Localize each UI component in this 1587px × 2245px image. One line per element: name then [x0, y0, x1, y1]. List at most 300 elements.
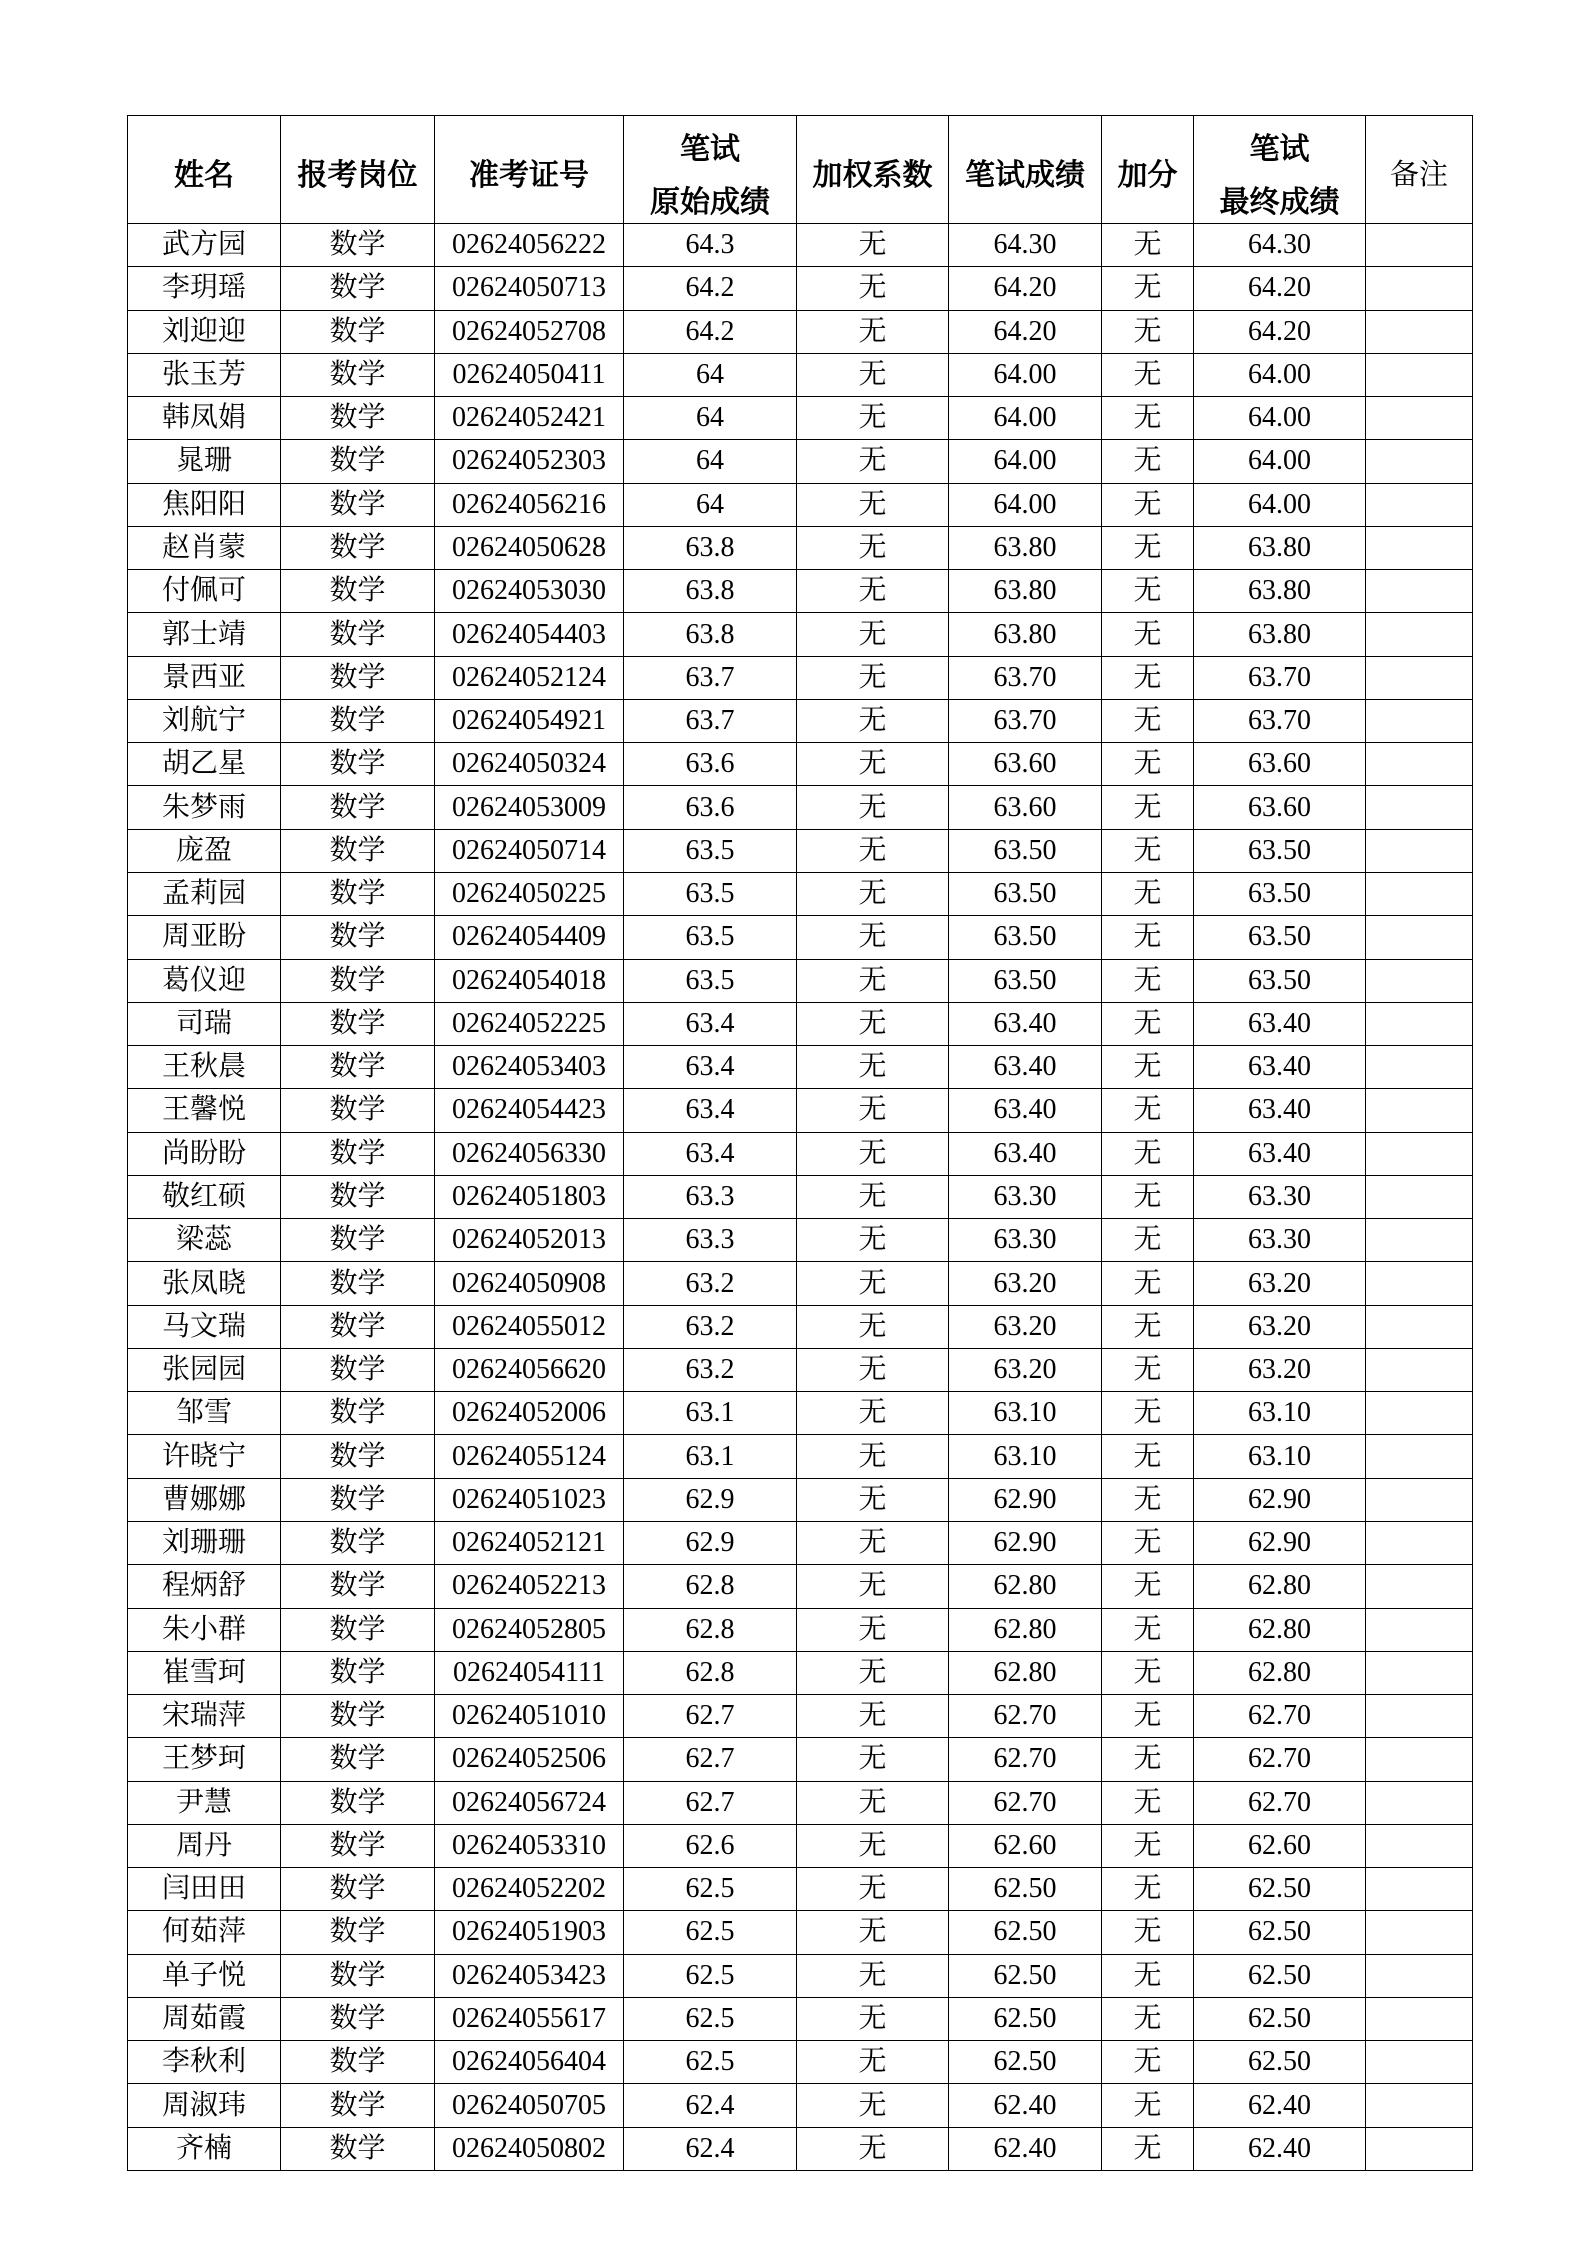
cell-remark: [1366, 1348, 1473, 1391]
cell-bonus: 无: [1102, 656, 1194, 699]
cell-position: 数学: [281, 1392, 435, 1435]
cell-weight: 无: [797, 959, 949, 1002]
cell-position: 数学: [281, 1608, 435, 1651]
cell-bonus: 无: [1102, 1954, 1194, 1997]
cell-final-score: 62.50: [1194, 1954, 1366, 1997]
cell-position: 数学: [281, 1824, 435, 1867]
cell-name: 赵肖蒙: [128, 526, 281, 569]
table-row: [128, 1695, 1473, 1738]
cell-final-score: 62.70: [1194, 1695, 1366, 1738]
cell-raw-score: 63.4: [624, 1046, 797, 1089]
table-row: [128, 699, 1473, 742]
cell-remark: [1366, 526, 1473, 569]
cell-name: 刘航宁: [128, 699, 281, 742]
table-row: [128, 1954, 1473, 1997]
cell-raw-score: 63.7: [624, 699, 797, 742]
cell-written-score: 64.00: [949, 353, 1102, 396]
cell-final-score: 62.50: [1194, 1911, 1366, 1954]
table-row: [128, 1046, 1473, 1089]
cell-remark: [1366, 1911, 1473, 1954]
cell-remark: [1366, 1132, 1473, 1175]
cell-final-score: 64.00: [1194, 353, 1366, 396]
cell-exam-id: 02624054921: [435, 699, 624, 742]
cell-exam-id: 02624052303: [435, 440, 624, 483]
cell-final-score: 63.40: [1194, 1132, 1366, 1175]
cell-exam-id: 02624052506: [435, 1738, 624, 1781]
cell-raw-score: 64: [624, 440, 797, 483]
cell-position: 数学: [281, 959, 435, 1002]
cell-exam-id: 02624053310: [435, 1824, 624, 1867]
cell-bonus: 无: [1102, 829, 1194, 872]
cell-final-score: 63.60: [1194, 743, 1366, 786]
table-row: [128, 267, 1473, 310]
cell-position: 数学: [281, 699, 435, 742]
cell-position: 数学: [281, 1002, 435, 1045]
cell-exam-id: 02624056216: [435, 483, 624, 526]
cell-position: 数学: [281, 440, 435, 483]
table-row: [128, 224, 1473, 267]
cell-raw-score: 63.8: [624, 613, 797, 656]
cell-written-score: 62.40: [949, 2127, 1102, 2170]
cell-raw-score: 62.5: [624, 1911, 797, 1954]
cell-raw-score: 63.4: [624, 1132, 797, 1175]
cell-position: 数学: [281, 829, 435, 872]
cell-exam-id: 02624051010: [435, 1695, 624, 1738]
cell-position: 数学: [281, 1305, 435, 1348]
cell-exam-id: 02624050324: [435, 743, 624, 786]
cell-remark: [1366, 2041, 1473, 2084]
cell-remark: [1366, 656, 1473, 699]
header-weight: [797, 116, 949, 224]
cell-exam-id: 02624056404: [435, 2041, 624, 2084]
cell-name: 晁珊: [128, 440, 281, 483]
cell-bonus: 无: [1102, 1911, 1194, 1954]
cell-raw-score: 62.6: [624, 1824, 797, 1867]
cell-weight: 无: [797, 1824, 949, 1867]
cell-name: 李玥瑶: [128, 267, 281, 310]
cell-remark: [1366, 1305, 1473, 1348]
cell-exam-id: 02624050628: [435, 526, 624, 569]
cell-bonus: 无: [1102, 1089, 1194, 1132]
table-row: [128, 1002, 1473, 1045]
cell-final-score: 64.00: [1194, 483, 1366, 526]
cell-final-score: 63.60: [1194, 786, 1366, 829]
cell-remark: [1366, 613, 1473, 656]
cell-final-score: 62.50: [1194, 1997, 1366, 2040]
table-row: [128, 1132, 1473, 1175]
cell-weight: 无: [797, 397, 949, 440]
cell-final-score: 63.30: [1194, 1175, 1366, 1218]
cell-bonus: 无: [1102, 1868, 1194, 1911]
cell-bonus: 无: [1102, 224, 1194, 267]
cell-bonus: 无: [1102, 1175, 1194, 1218]
cell-name: 焦阳阳: [128, 483, 281, 526]
cell-weight: 无: [797, 1392, 949, 1435]
cell-written-score: 63.20: [949, 1262, 1102, 1305]
cell-raw-score: 63.2: [624, 1305, 797, 1348]
cell-weight: 无: [797, 1565, 949, 1608]
cell-position: 数学: [281, 1911, 435, 1954]
cell-written-score: 63.20: [949, 1348, 1102, 1391]
cell-written-score: 62.80: [949, 1651, 1102, 1694]
cell-bonus: 无: [1102, 1435, 1194, 1478]
header-written-score: [949, 116, 1102, 224]
cell-weight: 无: [797, 1868, 949, 1911]
cell-name: 胡乙星: [128, 743, 281, 786]
cell-weight: 无: [797, 872, 949, 915]
cell-written-score: 62.50: [949, 2041, 1102, 2084]
cell-written-score: 64.20: [949, 310, 1102, 353]
cell-position: 数学: [281, 267, 435, 310]
cell-remark: [1366, 916, 1473, 959]
cell-written-score: 63.80: [949, 613, 1102, 656]
cell-position: 数学: [281, 1651, 435, 1694]
cell-final-score: 62.80: [1194, 1651, 1366, 1694]
cell-bonus: 无: [1102, 613, 1194, 656]
cell-written-score: 63.10: [949, 1435, 1102, 1478]
cell-name: 张园园: [128, 1348, 281, 1391]
cell-remark: [1366, 570, 1473, 613]
cell-exam-id: 02624055012: [435, 1305, 624, 1348]
cell-name: 张凤晓: [128, 1262, 281, 1305]
table-row: [128, 2127, 1473, 2170]
cell-weight: 无: [797, 526, 949, 569]
table-row: [128, 353, 1473, 396]
cell-bonus: 无: [1102, 1824, 1194, 1867]
cell-bonus: 无: [1102, 397, 1194, 440]
cell-name: 周茹霞: [128, 1997, 281, 2040]
cell-remark: [1366, 1435, 1473, 1478]
cell-remark: [1366, 440, 1473, 483]
header-remark: [1366, 116, 1473, 224]
cell-name: 李秋利: [128, 2041, 281, 2084]
cell-remark: [1366, 959, 1473, 1002]
cell-raw-score: 63.8: [624, 570, 797, 613]
cell-exam-id: 02624052225: [435, 1002, 624, 1045]
cell-final-score: 63.40: [1194, 1002, 1366, 1045]
cell-bonus: 无: [1102, 1305, 1194, 1348]
cell-remark: [1366, 224, 1473, 267]
cell-written-score: 64.00: [949, 397, 1102, 440]
cell-written-score: 63.20: [949, 1305, 1102, 1348]
cell-exam-id: 02624052805: [435, 1608, 624, 1651]
header-remark-label: 备注: [1389, 159, 1448, 191]
cell-raw-score: 64.2: [624, 310, 797, 353]
cell-position: 数学: [281, 916, 435, 959]
cell-position: 数学: [281, 570, 435, 613]
cell-weight: 无: [797, 743, 949, 786]
cell-exam-id: 02624052121: [435, 1521, 624, 1564]
header-row: [128, 116, 1473, 224]
cell-written-score: 62.90: [949, 1478, 1102, 1521]
cell-final-score: 63.10: [1194, 1435, 1366, 1478]
cell-name: 单子悦: [128, 1954, 281, 1997]
cell-raw-score: 63.7: [624, 656, 797, 699]
table-row: [128, 2041, 1473, 2084]
cell-exam-id: 02624056330: [435, 1132, 624, 1175]
cell-weight: 无: [797, 310, 949, 353]
cell-bonus: 无: [1102, 916, 1194, 959]
header-name-label: 姓名: [174, 159, 234, 192]
cell-raw-score: 63.5: [624, 872, 797, 915]
cell-written-score: 63.40: [949, 1089, 1102, 1132]
cell-weight: 无: [797, 1219, 949, 1262]
cell-remark: [1366, 2127, 1473, 2170]
score-table: [127, 115, 1473, 2171]
cell-name: 梁蕊: [128, 1219, 281, 1262]
cell-written-score: 63.40: [949, 1046, 1102, 1089]
cell-name: 付佩可: [128, 570, 281, 613]
cell-raw-score: 63.8: [624, 526, 797, 569]
table-row: [128, 1305, 1473, 1348]
cell-final-score: 64.20: [1194, 267, 1366, 310]
cell-bonus: 无: [1102, 1695, 1194, 1738]
table-row: [128, 310, 1473, 353]
cell-bonus: 无: [1102, 2041, 1194, 2084]
cell-remark: [1366, 1175, 1473, 1218]
cell-position: 数学: [281, 1868, 435, 1911]
header-raw-score-line1: 笔试: [680, 132, 740, 166]
cell-exam-id: 02624052013: [435, 1219, 624, 1262]
cell-bonus: 无: [1102, 570, 1194, 613]
table-row: [128, 1521, 1473, 1564]
cell-weight: 无: [797, 1521, 949, 1564]
cell-name: 景西亚: [128, 656, 281, 699]
cell-raw-score: 62.7: [624, 1781, 797, 1824]
cell-written-score: 63.50: [949, 872, 1102, 915]
cell-bonus: 无: [1102, 1219, 1194, 1262]
cell-raw-score: 63.3: [624, 1219, 797, 1262]
table-row: [128, 570, 1473, 613]
cell-raw-score: 62.8: [624, 1651, 797, 1694]
cell-remark: [1366, 1392, 1473, 1435]
cell-raw-score: 63.4: [624, 1089, 797, 1132]
cell-final-score: 63.80: [1194, 526, 1366, 569]
cell-bonus: 无: [1102, 1348, 1194, 1391]
cell-name: 闫田田: [128, 1868, 281, 1911]
table-row: [128, 397, 1473, 440]
cell-remark: [1366, 1608, 1473, 1651]
table-row: [128, 1651, 1473, 1694]
header-final-score: [1194, 116, 1366, 224]
cell-name: 孟莉园: [128, 872, 281, 915]
cell-written-score: 62.80: [949, 1565, 1102, 1608]
cell-remark: [1366, 1478, 1473, 1521]
cell-weight: 无: [797, 1911, 949, 1954]
cell-weight: 无: [797, 1695, 949, 1738]
cell-exam-id: 02624053423: [435, 1954, 624, 1997]
cell-name: 尹慧: [128, 1781, 281, 1824]
cell-remark: [1366, 1002, 1473, 1045]
cell-final-score: 63.50: [1194, 959, 1366, 1002]
table-row: [128, 743, 1473, 786]
cell-final-score: 62.80: [1194, 1608, 1366, 1651]
cell-bonus: 无: [1102, 1738, 1194, 1781]
cell-name: 葛仪迎: [128, 959, 281, 1002]
cell-position: 数学: [281, 1219, 435, 1262]
cell-final-score: 62.70: [1194, 1781, 1366, 1824]
cell-raw-score: 62.5: [624, 1868, 797, 1911]
cell-name: 刘珊珊: [128, 1521, 281, 1564]
cell-weight: 无: [797, 699, 949, 742]
cell-final-score: 62.50: [1194, 1868, 1366, 1911]
cell-name: 郭士靖: [128, 613, 281, 656]
cell-final-score: 62.90: [1194, 1521, 1366, 1564]
cell-position: 数学: [281, 2127, 435, 2170]
header-raw-score-label: [624, 123, 796, 224]
cell-weight: 无: [797, 2041, 949, 2084]
table-row: [128, 1478, 1473, 1521]
cell-weight: 无: [797, 1781, 949, 1824]
cell-name: 朱梦雨: [128, 786, 281, 829]
cell-exam-id: 02624052006: [435, 1392, 624, 1435]
cell-position: 数学: [281, 1435, 435, 1478]
cell-name: 武方园: [128, 224, 281, 267]
cell-final-score: 62.40: [1194, 2127, 1366, 2170]
cell-position: 数学: [281, 1738, 435, 1781]
cell-remark: [1366, 1651, 1473, 1694]
header-position-label: 报考岗位: [297, 159, 418, 192]
header-final-score-line2: 最终成绩: [1219, 185, 1340, 219]
cell-bonus: 无: [1102, 267, 1194, 310]
cell-exam-id: 02624052421: [435, 397, 624, 440]
table-row: [128, 1348, 1473, 1391]
cell-position: 数学: [281, 1348, 435, 1391]
cell-remark: [1366, 1781, 1473, 1824]
cell-bonus: 无: [1102, 1781, 1194, 1824]
cell-written-score: 63.70: [949, 699, 1102, 742]
cell-name: 朱小群: [128, 1608, 281, 1651]
cell-position: 数学: [281, 1997, 435, 2040]
cell-bonus: 无: [1102, 872, 1194, 915]
cell-exam-id: 02624053403: [435, 1046, 624, 1089]
cell-position: 数学: [281, 1175, 435, 1218]
cell-final-score: 63.40: [1194, 1046, 1366, 1089]
header-weight-label: 加权系数: [812, 159, 933, 192]
cell-weight: 无: [797, 1954, 949, 1997]
cell-exam-id: 02624056222: [435, 224, 624, 267]
cell-bonus: 无: [1102, 1478, 1194, 1521]
table-body: [128, 224, 1473, 2171]
header-bonus-label: 加分: [1117, 159, 1178, 192]
cell-raw-score: 62.9: [624, 1478, 797, 1521]
cell-raw-score: 64.3: [624, 224, 797, 267]
cell-name: 尚盼盼: [128, 1132, 281, 1175]
cell-exam-id: 02624052124: [435, 656, 624, 699]
cell-bonus: 无: [1102, 483, 1194, 526]
table-row: [128, 2084, 1473, 2127]
cell-bonus: 无: [1102, 1132, 1194, 1175]
cell-written-score: 62.70: [949, 1781, 1102, 1824]
cell-remark: [1366, 786, 1473, 829]
cell-weight: 无: [797, 1478, 949, 1521]
cell-final-score: 63.70: [1194, 656, 1366, 699]
cell-remark: [1366, 1219, 1473, 1262]
cell-weight: 无: [797, 1262, 949, 1305]
table-row: [128, 1565, 1473, 1608]
cell-weight: 无: [797, 2127, 949, 2170]
cell-position: 数学: [281, 656, 435, 699]
cell-weight: 无: [797, 1175, 949, 1218]
cell-exam-id: 02624053009: [435, 786, 624, 829]
cell-exam-id: 02624050225: [435, 872, 624, 915]
cell-raw-score: 62.5: [624, 1954, 797, 1997]
header-exam-id-label: 准考证号: [469, 159, 589, 192]
cell-written-score: 64.20: [949, 267, 1102, 310]
cell-final-score: 63.30: [1194, 1219, 1366, 1262]
table-row: [128, 1781, 1473, 1824]
table-row: [128, 1997, 1473, 2040]
cell-weight: 无: [797, 829, 949, 872]
cell-final-score: 62.90: [1194, 1478, 1366, 1521]
cell-final-score: 63.20: [1194, 1348, 1366, 1391]
cell-position: 数学: [281, 613, 435, 656]
table-row: [128, 1608, 1473, 1651]
header-final-score-label: [1194, 123, 1365, 224]
cell-name: 周亚盼: [128, 916, 281, 959]
cell-position: 数学: [281, 1781, 435, 1824]
cell-bonus: 无: [1102, 440, 1194, 483]
cell-remark: [1366, 353, 1473, 396]
cell-exam-id: 02624053030: [435, 570, 624, 613]
cell-written-score: 62.90: [949, 1521, 1102, 1564]
cell-remark: [1366, 483, 1473, 526]
header-raw-score: [624, 116, 797, 224]
cell-raw-score: 62.9: [624, 1521, 797, 1564]
cell-final-score: 64.00: [1194, 440, 1366, 483]
cell-written-score: 62.70: [949, 1738, 1102, 1781]
header-written-score-label: 笔试成绩: [965, 159, 1085, 192]
cell-raw-score: 62.7: [624, 1695, 797, 1738]
cell-exam-id: 02624052708: [435, 310, 624, 353]
cell-written-score: 63.40: [949, 1132, 1102, 1175]
cell-final-score: 63.20: [1194, 1305, 1366, 1348]
table-row: [128, 916, 1473, 959]
cell-raw-score: 63.6: [624, 743, 797, 786]
cell-raw-score: 63.4: [624, 1002, 797, 1045]
cell-remark: [1366, 1089, 1473, 1132]
cell-raw-score: 63.5: [624, 959, 797, 1002]
cell-written-score: 62.70: [949, 1695, 1102, 1738]
cell-written-score: 62.40: [949, 2084, 1102, 2127]
cell-raw-score: 63.1: [624, 1392, 797, 1435]
cell-raw-score: 63.2: [624, 1348, 797, 1391]
cell-remark: [1366, 267, 1473, 310]
cell-final-score: 62.80: [1194, 1565, 1366, 1608]
cell-remark: [1366, 1824, 1473, 1867]
cell-weight: 无: [797, 1608, 949, 1651]
cell-final-score: 63.50: [1194, 916, 1366, 959]
cell-weight: 无: [797, 1089, 949, 1132]
cell-final-score: 63.40: [1194, 1089, 1366, 1132]
cell-name: 程炳舒: [128, 1565, 281, 1608]
cell-bonus: 无: [1102, 2084, 1194, 2127]
cell-bonus: 无: [1102, 1002, 1194, 1045]
cell-position: 数学: [281, 743, 435, 786]
cell-written-score: 62.50: [949, 1997, 1102, 2040]
cell-written-score: 63.10: [949, 1392, 1102, 1435]
header-exam-id: [435, 116, 624, 224]
cell-bonus: 无: [1102, 1521, 1194, 1564]
cell-final-score: 63.80: [1194, 613, 1366, 656]
table-header: [128, 116, 1473, 224]
cell-final-score: 62.40: [1194, 2084, 1366, 2127]
cell-position: 数学: [281, 786, 435, 829]
cell-bonus: 无: [1102, 1046, 1194, 1089]
cell-raw-score: 63.1: [624, 1435, 797, 1478]
cell-position: 数学: [281, 397, 435, 440]
cell-name: 何茹萍: [128, 1911, 281, 1954]
